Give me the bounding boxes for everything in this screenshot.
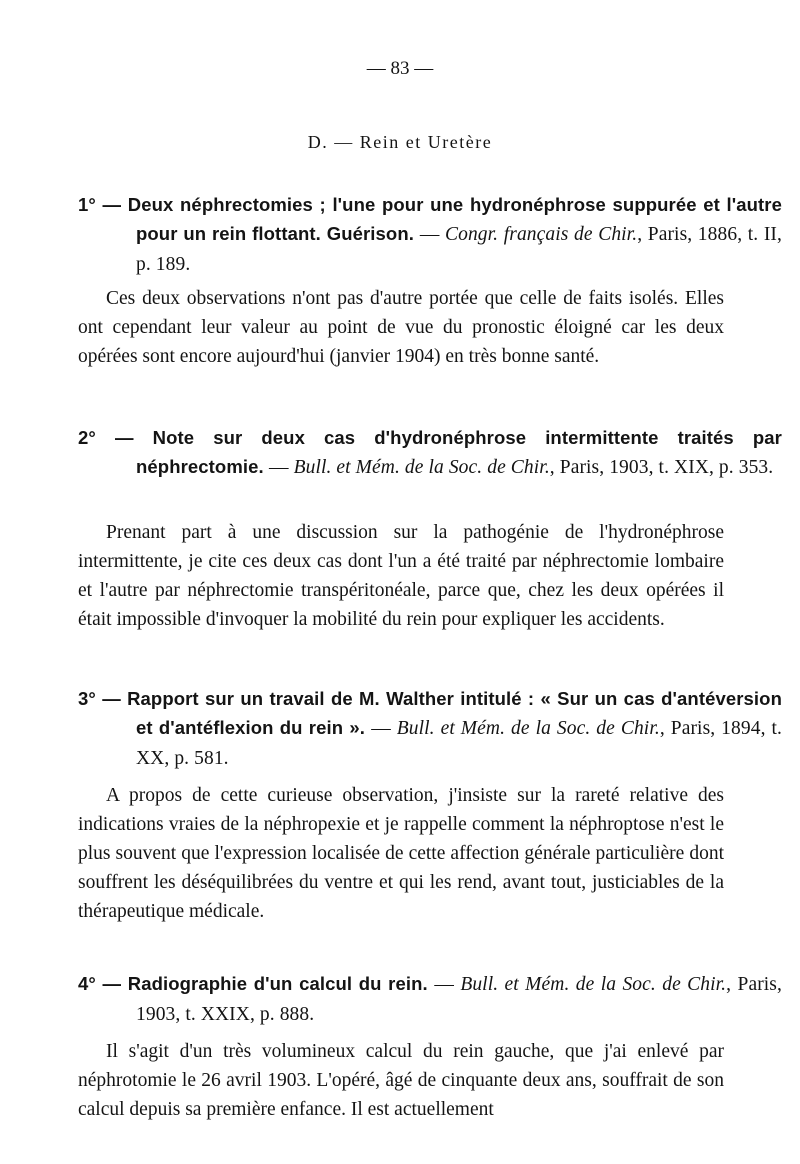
entry-title-text: Deux néphrectomies ; l'une pour une hydronéphrose suppurée et l'autre pour un rein flottant. Guérison. (127, 194, 782, 244)
entry-body: Ces deux observations n'ont pas d'autre portée que celle de faits isolés. Elles ont cependant leur valeur au point de vue du pronostic éloigné car les deux opérées sont encore aujourd'hui (janvier 1904) en très bonne santé. (78, 288, 724, 367)
page-number: — 83 — (366, 58, 434, 79)
entry-number: 3° (78, 688, 96, 709)
entry-citation: — Bull. et Mém. de la Soc. de Chir., Paris, 1903, t. XIX, p. 353. (269, 457, 774, 478)
entry-title (78, 969, 782, 1029)
entry-dash: — (102, 688, 128, 709)
entry-dash: — (102, 973, 128, 994)
entry-title (78, 423, 782, 482)
entry-body: Prenant part à une discussion sur la pathogénie de l'hydronéphrose intermittente, je cite ces deux cas dont l'un a été traité par néphrectomie lombaire et l'autre par néphrectomie transpéritonéale, parce que, chez les deux opérées il était impossible d'invoquer la mobilité du rein pour expliquer les accidents. (78, 522, 724, 630)
entry-title-text: Radiographie d'un calcul du rein. (127, 973, 428, 994)
entry-dash: — (102, 194, 128, 215)
entry-title-text: Note sur deux cas d'hydronéphrose intermittente traités par néphrectomie. (136, 427, 782, 477)
entry-body: Il s'agit d'un très volumineux calcul du rein gauche, que j'ai enlevé par néphrotomie le 26 avril 1903. L'opéré, âgé de cinquante deux ans, souffrait de son calcul depuis sa première enfance. Il est actuellement (78, 1041, 724, 1120)
entry-body: A propos de cette curieuse observation, j'insiste sur la rareté relative des indications vraies de la néphropexie et je rappelle comment la néphroptose n'est le plus souvent que l'expression localisée de cette affection générale particulière dont souffrent les déséquilibrées du ventre et qui les rend, avant tout, justiciables de la thérapeutique médicale. (78, 785, 724, 922)
entry-title (78, 684, 782, 773)
entry-title-text: Rapport sur un travail de M. Walther intitulé : « Sur un cas d'antéversion et d'antéflexion du rein ». (127, 688, 782, 738)
entry-citation: — Bull. et Mém. de la Soc. de Chir., Paris, 1894, t. XX, p. 581. (136, 718, 783, 769)
entry-citation: — Congr. français de Chir., Paris, 1886, t. II, p. 189. (136, 224, 782, 275)
entry-citation: — Bull. et Mém. de la Soc. de Chir., Paris, 1903, t. XXIX, p. 888. (136, 974, 782, 1025)
entry-title (78, 190, 782, 279)
entry-number: 2° (78, 427, 96, 448)
entry-dash: — (114, 427, 153, 448)
section-heading: D. — Rein et Uretère (307, 132, 493, 152)
entry-number: 1° (78, 194, 96, 215)
entry-number: 4° (78, 973, 96, 994)
